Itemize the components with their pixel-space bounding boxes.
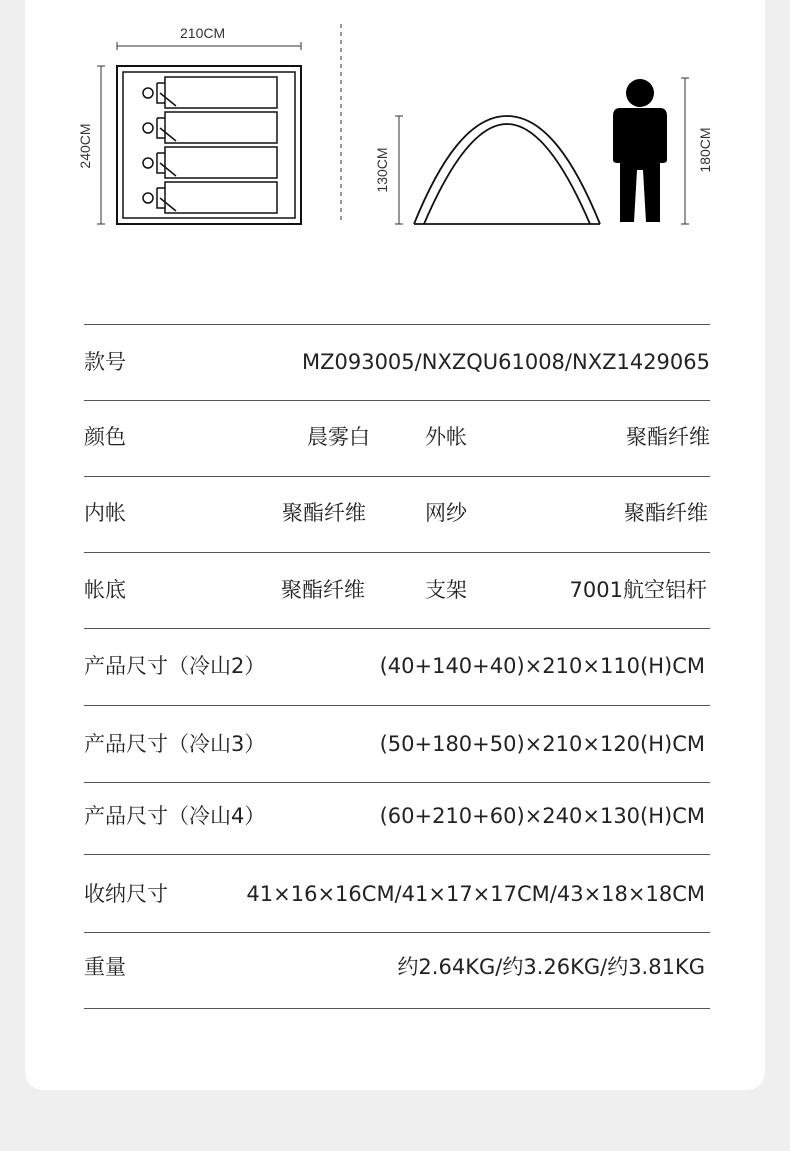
floor-length-dimension-line [97,66,105,224]
spec-row-floor [84,552,710,628]
spec-value: (60+210+60)×240×130(H)CM [379,803,705,828]
spec-label: 网纱 [425,500,467,525]
spec-value: 聚酯纤维 [626,424,710,449]
sleeper-4 [143,182,277,213]
floor-width-dimension-line [117,42,301,50]
spec-value: 41×16×16CM/41×17×17CM/43×18×18CM [246,881,705,906]
spec-value: (50+180+50)×210×120(H)CM [379,731,705,756]
tent-dimension-diagram [0,0,790,250]
tent-height-label: 130CM [374,147,390,193]
sleeper-2 [143,112,277,143]
spec-label: 产品尺寸（冷山4） [84,803,266,828]
spec-row-model [84,324,710,400]
spec-row-pack-size [84,854,710,932]
spec-table [84,324,710,1009]
spec-value: 晨雾白 [307,424,370,449]
spec-value: 聚酯纤维 [624,500,708,525]
spec-label: 收纳尺寸 [84,881,168,906]
spec-row-color [84,400,710,476]
spec-row-size-4 [84,782,710,854]
sleeper-3 [143,147,277,178]
spec-label: 内帐 [84,500,126,525]
spec-value: (40+140+40)×210×110(H)CM [379,653,705,678]
tent-height-dimension-line [395,116,403,224]
spec-row-weight [84,932,710,1009]
spec-value: 7001航空铝杆 [569,577,707,602]
spec-value: MZ093005/NXZQU61008/NXZ1429065 [301,349,710,374]
spec-label: 产品尺寸（冷山2） [84,653,266,678]
spec-label: 外帐 [425,424,467,449]
diagram-svg [0,0,790,250]
spec-row-inner [84,476,710,552]
spec-row-size-2 [84,628,710,705]
person-height-dimension-line [681,78,689,224]
spec-label: 产品尺寸（冷山3） [84,731,266,756]
spec-value: 约2.64KG/约3.26KG/约3.81KG [397,954,705,979]
spec-label: 款号 [84,349,126,374]
floor-width-label: 210CM [180,25,226,41]
spec-label: 重量 [84,954,126,979]
spec-label: 支架 [425,577,467,602]
spec-value: 聚酯纤维 [282,500,366,525]
tent-profile [414,116,600,224]
spec-label: 帐底 [84,577,126,602]
floor-plan [117,66,301,224]
spec-label: 颜色 [84,424,126,449]
spec-row-size-3 [84,705,710,782]
person-silhouette [613,79,667,222]
person-height-label: 180CM [697,127,713,173]
sleeper-1 [143,77,277,108]
floor-length-label: 240CM [77,123,93,169]
spec-value: 聚酯纤维 [281,577,365,602]
